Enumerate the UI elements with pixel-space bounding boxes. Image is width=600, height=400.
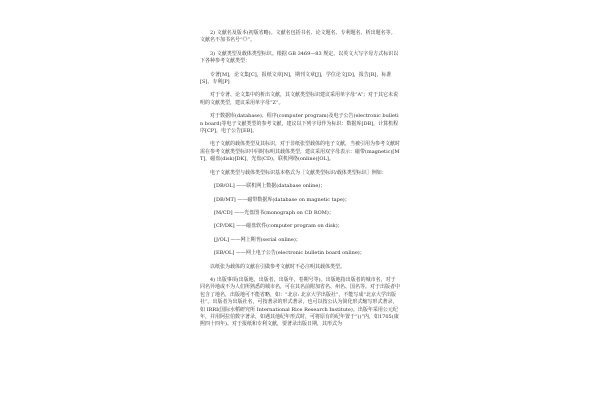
paragraph-doc-type-rule: 3) 文献类型及载体类型标识。根据 GB 3469—83 规定，以英文大写字母方式标识以下各种参考文献类型：: [200, 50, 399, 65]
paragraph-publication-info: 4) 出版事项(出版地，出版者，出版年，卷期号等)。出版地指出版者的城市名，对于同名异地或不为人们所熟悉的城市名，可在其名前附加省名、州名、国名等。对于出版者中包含了地名，出版地可不能省略，如：“北京: 北京大学出版社”，不能写成“北京大学出版社”。出版者为出版社名，可按著录的形式著录，也可以按公认为简化形式缩写形式著录，如 IRRI(国际水稻研究所 International Rice Research Institute)。出版年采用公元纪年，并用阿拉伯数字著录，如遇其他纪年形式时，可将原有的纪年置于“()”内，如1705(康熙四十四年)。对于报纸和专利文献，要著录出版日期，其形式为: [200, 276, 401, 328]
list-item: [EB/OL] ——网上电子公告(electronic bulletin board online)；: [214, 250, 365, 257]
list-item: [CP/DK] ——磁盘软件(computer program on disk)；: [214, 223, 343, 230]
document-body: [200, 30, 400, 335]
list-item: [M/CD] ——光盘图书(monograph on CD ROM)；: [214, 209, 334, 216]
list-item: [DB/MT] ——磁带数据库(database on magnetic tape)；: [214, 196, 350, 203]
paragraph-electronic-types: 对于数据库(database)、程序(computer program)及电子公告(electronic bulletin board)等电子文献类型的参考文献，建议以下列字母作为标识：数据库[DB]，计算机程序[CP]，电子公告[EB]。: [200, 113, 399, 135]
paragraph-analytic-codes: 对于专著、论文集中的析出文献，其文献类型标识建议采用单字母“A”；对于其它未说明的文献类型，建议采用单字母“Z”。: [200, 92, 398, 106]
paragraph-doc-title-rule: 2) 文献名及版本(初版省略)。文献名包括书名、论文题名、专利题名、析出题名等。文献名不加书名号“《》”。: [200, 30, 396, 44]
paragraph-format-intro: 电子文献类型与载体类型标识基本格式为［文献类型标识/载体类型标识］例如：: [210, 169, 387, 176]
paragraph-doc-type-codes: 专著[M]，论文集[C]，报纸文章[N]，期刊文章[J]，学位论文[D]，报告[R]，标准[S]，专利[P]: [200, 71, 392, 86]
paragraph-paper-carrier-note: 以纸张为载体的文献在引做参考文献时不必注明其载体类型。: [210, 263, 346, 270]
list-item: [DB/OL] ——联机网上数据(database online)；: [214, 183, 326, 190]
paragraph-carrier-types: 电子文献的载体类型及其标识，对于非纸张型载体的电子文献，当被引用为参考文献时需在参考文献类型标识中同时标明其载体类型，建议采用双字母表示：磁带(magnetic)[MT]，磁盘(disk)[DK]，光盘(CD)，联机网络(online)[OL]。: [200, 141, 401, 163]
list-item: [J/OL] ——网上期刊(serial online)；: [214, 236, 301, 243]
carrier-example-list: [214, 183, 400, 257]
